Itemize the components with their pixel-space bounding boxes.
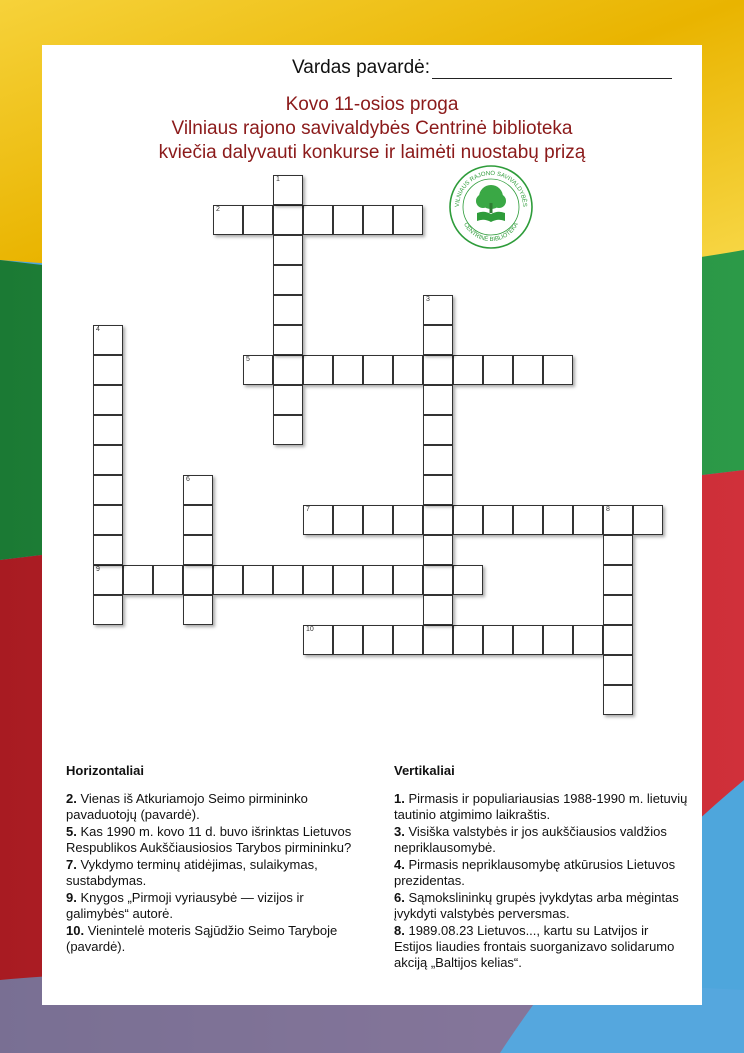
cell-number: 3 (426, 296, 430, 303)
crossword-cell[interactable] (273, 325, 303, 355)
clue-number: 3. (394, 824, 405, 839)
clue-number: 4. (394, 857, 405, 872)
crossword-cell[interactable] (483, 505, 513, 535)
crossword-cell[interactable] (393, 355, 423, 385)
crossword-cell[interactable] (273, 265, 303, 295)
logo-bottom-text: CENTRINĖ BIBLIOTEKA (462, 221, 520, 244)
crossword-cell[interactable] (423, 445, 453, 475)
clues-horizontal (66, 763, 361, 956)
cell-number: 5 (246, 356, 250, 363)
clue-down-8 (394, 923, 689, 971)
crossword-cell[interactable] (393, 565, 423, 595)
crossword-sheet (42, 45, 702, 1005)
crossword-cell[interactable] (573, 505, 603, 535)
crossword-cell[interactable] (393, 205, 423, 235)
crossword-cell[interactable] (273, 235, 303, 265)
cell-number: 10 (306, 626, 314, 633)
crossword-cell[interactable] (453, 625, 483, 655)
clue-text: Vienintelė moteris Sąjūdžio Seimo Taryboje (pavardė). (66, 923, 338, 954)
vertical-heading: Vertikaliai (394, 763, 455, 778)
crossword-cell[interactable] (423, 325, 453, 355)
crossword-cell[interactable] (453, 565, 483, 595)
crossword-cell[interactable] (363, 505, 393, 535)
clue-across-7 (66, 857, 361, 889)
crossword-cell[interactable] (243, 565, 273, 595)
crossword-cell[interactable] (333, 205, 363, 235)
clue-text: Pirmasis ir populiariausias 1988-1990 m. lietuvių tautinio atgimimo laikraštis. (394, 791, 688, 822)
cell-number: 2 (216, 206, 220, 213)
cell-number: 8 (606, 506, 610, 513)
crossword-cell[interactable] (273, 175, 303, 205)
crossword-cell[interactable] (603, 535, 633, 565)
crossword-cell[interactable] (423, 625, 453, 655)
crossword-cell[interactable] (603, 565, 633, 595)
clue-across-2 (66, 791, 361, 823)
crossword-cell[interactable] (303, 355, 333, 385)
clue-number: 1. (394, 791, 405, 806)
crossword-cell[interactable] (303, 565, 333, 595)
clue-down-4 (394, 857, 689, 889)
crossword-cell[interactable] (213, 565, 243, 595)
crossword-cell[interactable] (303, 505, 333, 535)
crossword-cell[interactable] (93, 475, 123, 505)
crossword-cell[interactable] (423, 295, 453, 325)
crossword-cell[interactable] (513, 355, 543, 385)
clue-down-1 (394, 791, 689, 823)
cell-number: 4 (96, 326, 100, 333)
crossword-cell[interactable] (423, 535, 453, 565)
crossword-cell[interactable] (483, 355, 513, 385)
clue-text: 1989.08.23 Lietuvos..., kartu su Latvijos ir Estijos liaudies frontais suorganizavo solidarumo akciją „Baltijos kelias“. (394, 923, 675, 970)
crossword-cell[interactable] (363, 565, 393, 595)
clue-text: Visiška valstybės ir jos aukščiausios valdžios nepriklausomybė. (394, 824, 667, 855)
crossword-cell[interactable] (183, 535, 213, 565)
crossword-cell[interactable] (273, 385, 303, 415)
cell-number: 1 (276, 176, 280, 183)
crossword-cell[interactable] (93, 325, 123, 355)
clue-number: 9. (66, 890, 77, 905)
title-line-1: Kovo 11-osios proga (285, 94, 459, 115)
crossword-cell[interactable] (603, 685, 633, 715)
clues-vertical (394, 763, 689, 972)
crossword-cell[interactable] (213, 205, 243, 235)
crossword-cell[interactable] (273, 565, 303, 595)
title-line-2: Vilniaus rajono savivaldybės Centrinė biblioteka (171, 118, 573, 139)
crossword-cell[interactable] (93, 385, 123, 415)
crossword-cell[interactable] (423, 355, 453, 385)
clue-across-5 (66, 824, 361, 856)
crossword-cell[interactable] (93, 565, 123, 595)
crossword-cell[interactable] (243, 205, 273, 235)
crossword-cell[interactable] (183, 505, 213, 535)
crossword-cell[interactable] (603, 505, 633, 535)
crossword-cell[interactable] (93, 535, 123, 565)
clue-number: 7. (66, 857, 77, 872)
name-label: Vardas pavardė: (292, 57, 431, 78)
crossword-cell[interactable] (273, 205, 303, 235)
crossword-cell[interactable] (273, 415, 303, 445)
clue-text: Knygos „Pirmoji vyriausybė — vizijos ir galimybės“ autorė. (66, 890, 304, 921)
crossword-cell[interactable] (633, 505, 663, 535)
clue-down-3 (394, 824, 689, 856)
crossword-cell[interactable] (123, 565, 153, 595)
clue-across-10 (66, 923, 361, 955)
logo-top-text: VILNIAUS RAJONO SAVIVALDYBĖS (454, 170, 528, 208)
crossword-cell[interactable] (363, 625, 393, 655)
clue-number: 5. (66, 824, 77, 839)
crossword-cell[interactable] (603, 595, 633, 625)
crossword-cell[interactable] (543, 625, 573, 655)
crossword-cell[interactable] (423, 475, 453, 505)
crossword-cell[interactable] (393, 625, 423, 655)
crossword-cell[interactable] (423, 385, 453, 415)
crossword-cell[interactable] (93, 445, 123, 475)
clue-number: 8. (394, 923, 405, 938)
crossword-cell[interactable] (603, 625, 633, 655)
crossword-grid (42, 45, 702, 765)
cell-number: 9 (96, 566, 100, 573)
crossword-cell[interactable] (513, 625, 543, 655)
crossword-cell[interactable] (183, 565, 213, 595)
cell-number: 7 (306, 506, 310, 513)
crossword-cell[interactable] (333, 625, 363, 655)
crossword-cell[interactable] (273, 295, 303, 325)
crossword-cell[interactable] (303, 625, 333, 655)
crossword-cell[interactable] (423, 505, 453, 535)
crossword-cell[interactable] (243, 355, 273, 385)
clue-down-6 (394, 890, 689, 922)
crossword-cell[interactable] (183, 595, 213, 625)
crossword-cell[interactable] (333, 505, 363, 535)
clue-text: Vienas iš Atkuriamojo Seimo pirmininko pavaduotojų (pavardė). (66, 791, 308, 822)
crossword-cell[interactable] (93, 355, 123, 385)
clue-text: Sąmokslininkų grupės įvykdytas arba mėgintas įvykdyti valstybės perversmas. (394, 890, 679, 921)
crossword-cell[interactable] (543, 355, 573, 385)
cell-number: 6 (186, 476, 190, 483)
clue-text: Kas 1990 m. kovo 11 d. buvo išrinktas Lietuvos Respublikos Aukščiausiosios Tarybos pirmininku? (66, 824, 352, 855)
crossword-cell[interactable] (513, 505, 543, 535)
crossword-cell[interactable] (183, 475, 213, 505)
crossword-cell[interactable] (93, 595, 123, 625)
crossword-cell[interactable] (363, 205, 393, 235)
crossword-cell[interactable] (423, 595, 453, 625)
crossword-cell[interactable] (393, 505, 423, 535)
clue-text: Vykdymo terminų atidėjimas, sulaikymas, sustabdymas. (66, 857, 318, 888)
crossword-cell[interactable] (93, 415, 123, 445)
crossword-cell[interactable] (423, 565, 453, 595)
crossword-cell[interactable] (93, 505, 123, 535)
crossword-cell[interactable] (363, 355, 393, 385)
crossword-cell[interactable] (603, 655, 633, 685)
crossword-cell[interactable] (453, 355, 483, 385)
crossword-cell[interactable] (483, 625, 513, 655)
crossword-cell[interactable] (333, 355, 363, 385)
clue-across-9 (66, 890, 361, 922)
crossword-cell[interactable] (153, 565, 183, 595)
clue-text: Pirmasis nepriklausomybę atkūrusios Lietuvos prezidentas. (394, 857, 676, 888)
title-line-3: kviečia dalyvauti konkurse ir laimėti nuostabų prizą (158, 142, 586, 163)
crossword-cell[interactable] (453, 505, 483, 535)
horizontal-heading: Horizontaliai (66, 763, 145, 778)
crossword-cell[interactable] (273, 355, 303, 385)
crossword-cell[interactable] (543, 505, 573, 535)
clue-number: 10. (66, 923, 85, 938)
clue-number: 6. (394, 890, 405, 905)
crossword-cell[interactable] (303, 205, 333, 235)
crossword-cell[interactable] (423, 415, 453, 445)
crossword-cell[interactable] (333, 565, 363, 595)
crossword-cell[interactable] (573, 625, 603, 655)
clue-number: 2. (66, 791, 77, 806)
